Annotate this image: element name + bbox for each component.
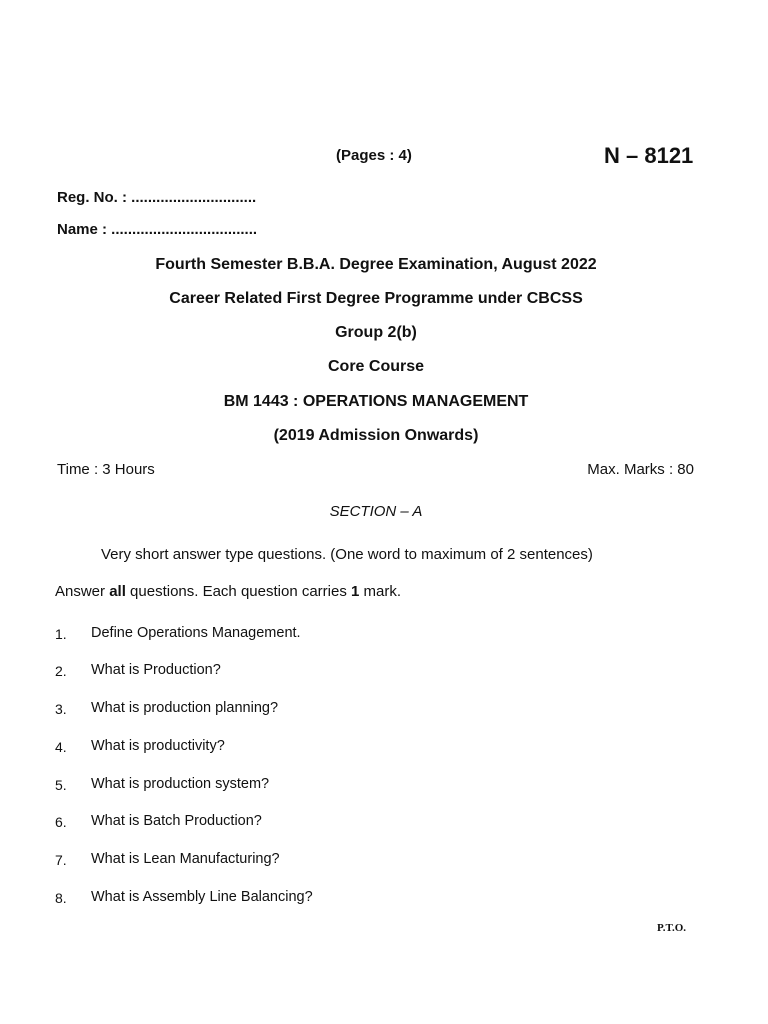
name-field: Name : ................................... <box>57 221 258 238</box>
admission-note: (2019 Admission Onwards) <box>273 427 479 444</box>
please-turn-over: P.T.O. <box>657 922 687 934</box>
paper-code: N – 8121 <box>604 143 694 168</box>
question-number: 5. <box>55 777 67 793</box>
instruction-text: mark. <box>359 583 402 600</box>
question-text: Define Operations Management. <box>91 625 301 641</box>
question-number: 4. <box>55 739 67 755</box>
question-text: What is productivity? <box>91 738 225 754</box>
question-number: 8. <box>55 890 67 906</box>
question-text: What is Batch Production? <box>91 813 262 829</box>
question-text: What is production system? <box>91 776 270 792</box>
time-info: Time : 3 Hours <box>57 461 155 478</box>
instruction-emphasis: all <box>109 583 126 600</box>
exam-title: Fourth Semester B.B.A. Degree Examination, August 2022 <box>155 256 597 273</box>
question-text: What is production planning? <box>91 700 279 716</box>
question-text: What is Lean Manufacturing? <box>91 851 280 867</box>
instruction-text: Answer <box>55 583 110 600</box>
question-text: What is Assembly Line Balancing? <box>91 889 313 905</box>
programme-title: Career Related First Degree Programme under CBCSS <box>169 290 583 307</box>
course-type: Core Course <box>327 358 425 375</box>
question-number: 7. <box>55 852 67 868</box>
section-instruction-answer <box>55 583 401 600</box>
question-number: 6. <box>55 814 67 830</box>
section-instruction-type: Very short answer type questions. (One word to maximum of 2 sentences) <box>101 546 593 563</box>
reg-no-field: Reg. No. : .............................. <box>57 189 257 206</box>
group-title: Group 2(b) <box>335 324 417 341</box>
instruction-emphasis: 1 <box>351 583 360 600</box>
question-number: 3. <box>55 701 67 717</box>
question-text: What is Production? <box>91 662 221 678</box>
question-number: 1. <box>55 626 67 642</box>
instruction-text: questions. Each question carries <box>125 583 351 600</box>
max-marks-info: Max. Marks : 80 <box>587 461 694 478</box>
page-count: (Pages : 4) <box>336 147 412 164</box>
section-title: SECTION – A <box>329 503 423 520</box>
course-name: BM 1443 : OPERATIONS MANAGEMENT <box>223 393 529 410</box>
question-number: 2. <box>55 663 67 679</box>
